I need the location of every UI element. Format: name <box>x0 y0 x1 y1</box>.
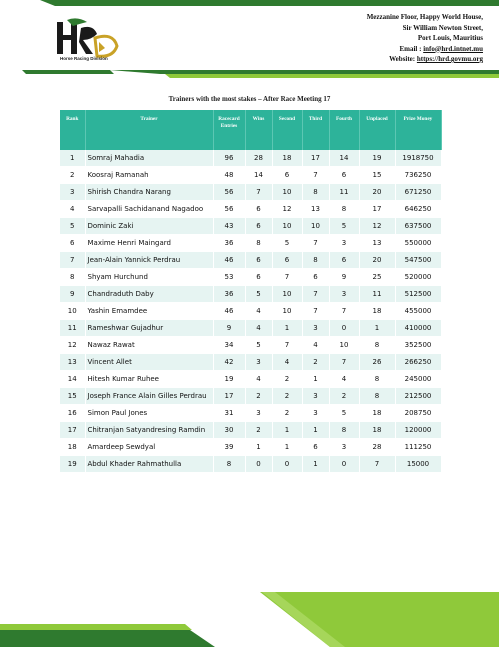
cell-rank: 19 <box>60 456 85 473</box>
cell-prize-money: 212500 <box>395 388 441 405</box>
cell-prize-money: 352500 <box>395 337 441 354</box>
cell-trainer: Shirish Chandra Narang <box>85 184 213 201</box>
cell-fourth: 8 <box>329 201 359 218</box>
cell-prize-money: 455000 <box>395 303 441 320</box>
cell-entries: 56 <box>213 184 245 201</box>
footer-dark-band <box>0 630 215 647</box>
cell-third: 10 <box>302 218 329 235</box>
cell-rank: 17 <box>60 422 85 439</box>
cell-unplaced: 25 <box>359 269 395 286</box>
col-header-third: Third <box>302 110 329 150</box>
cell-fourth: 5 <box>329 405 359 422</box>
col-header-fourth: Fourth <box>329 110 359 150</box>
website-line <box>367 54 483 65</box>
cell-second: 10 <box>272 303 302 320</box>
logo-subtitle: Horse Racing Division <box>60 56 108 61</box>
cell-second: 6 <box>272 252 302 269</box>
cell-unplaced: 12 <box>359 218 395 235</box>
cell-unplaced: 13 <box>359 235 395 252</box>
cell-wins: 3 <box>245 354 272 371</box>
col-header-unplaced: Unplaced <box>359 110 395 150</box>
cell-rank: 18 <box>60 439 85 456</box>
cell-third: 13 <box>302 201 329 218</box>
cell-trainer: Sarvapalli Sachidanand Nagadoo <box>85 201 213 218</box>
cell-prize-money: 208750 <box>395 405 441 422</box>
cell-fourth: 14 <box>329 150 359 167</box>
table-row <box>60 252 441 269</box>
header-dark-stripe <box>40 0 499 6</box>
cell-second: 7 <box>272 337 302 354</box>
cell-rank: 13 <box>60 354 85 371</box>
footer-light-band <box>260 592 499 647</box>
cell-entries: 9 <box>213 320 245 337</box>
cell-second: 7 <box>272 269 302 286</box>
cell-entries: 39 <box>213 439 245 456</box>
cell-unplaced: 8 <box>359 337 395 354</box>
cell-prize-money: 520000 <box>395 269 441 286</box>
table-row <box>60 150 441 167</box>
cell-fourth: 0 <box>329 320 359 337</box>
cell-prize-money: 646250 <box>395 201 441 218</box>
cell-entries: 31 <box>213 405 245 422</box>
cell-entries: 36 <box>213 286 245 303</box>
cell-fourth: 3 <box>329 439 359 456</box>
cell-wins: 6 <box>245 201 272 218</box>
cell-unplaced: 7 <box>359 456 395 473</box>
cell-trainer: Maxime Henri Maingard <box>85 235 213 252</box>
cell-fourth: 11 <box>329 184 359 201</box>
cell-second: 6 <box>272 167 302 184</box>
cell-wins: 1 <box>245 439 272 456</box>
cell-wins: 4 <box>245 320 272 337</box>
cell-third: 4 <box>302 337 329 354</box>
cell-prize-money: 266250 <box>395 354 441 371</box>
email-line <box>367 44 483 55</box>
cell-third: 8 <box>302 252 329 269</box>
cell-trainer: Amardeep Sewdyal <box>85 439 213 456</box>
table-row <box>60 303 441 320</box>
cell-trainer: Yashin Emamdee <box>85 303 213 320</box>
cell-entries: 17 <box>213 388 245 405</box>
col-header-trainer: Trainer <box>85 110 213 150</box>
cell-wins: 8 <box>245 235 272 252</box>
cell-third: 17 <box>302 150 329 167</box>
cell-third: 6 <box>302 439 329 456</box>
cell-prize-money: 120000 <box>395 422 441 439</box>
cell-wins: 6 <box>245 218 272 235</box>
cell-unplaced: 28 <box>359 439 395 456</box>
cell-second: 18 <box>272 150 302 167</box>
header-dark-underline <box>110 70 499 74</box>
cell-prize-money: 637500 <box>395 218 441 235</box>
table-row <box>60 235 441 252</box>
cell-second: 2 <box>272 405 302 422</box>
col-header-rank: Rank <box>60 110 85 150</box>
cell-wins: 5 <box>245 337 272 354</box>
address-line-3: Port Louis, Mauritius <box>417 34 483 42</box>
cell-rank: 2 <box>60 167 85 184</box>
cell-fourth: 6 <box>329 167 359 184</box>
cell-fourth: 0 <box>329 456 359 473</box>
cell-third: 3 <box>302 405 329 422</box>
cell-trainer: Chitranjan Satyandresing Ramdin <box>85 422 213 439</box>
cell-entries: 46 <box>213 252 245 269</box>
col-header-prize-money: Prize Money <box>395 110 441 150</box>
cell-trainer: Vincent Allet <box>85 354 213 371</box>
cell-wins: 0 <box>245 456 272 473</box>
table-title: Trainers with the most stakes – After Race Meeting 17 <box>168 95 331 103</box>
table-row <box>60 269 441 286</box>
cell-unplaced: 20 <box>359 184 395 201</box>
cell-prize-money: 15000 <box>395 456 441 473</box>
cell-rank: 3 <box>60 184 85 201</box>
cell-third: 1 <box>302 456 329 473</box>
cell-fourth: 4 <box>329 371 359 388</box>
table-row <box>60 337 441 354</box>
cell-fourth: 3 <box>329 235 359 252</box>
cell-second: 5 <box>272 235 302 252</box>
website-label: Website: <box>389 55 417 63</box>
cell-unplaced: 17 <box>359 201 395 218</box>
email-label: Email : <box>399 44 424 53</box>
cell-rank: 12 <box>60 337 85 354</box>
footer-decoration <box>0 592 499 647</box>
cell-rank: 1 <box>60 150 85 167</box>
cell-entries: 42 <box>213 354 245 371</box>
cell-trainer: Koosraj Ramanah <box>85 167 213 184</box>
address-block <box>367 12 483 65</box>
trainers-table <box>60 110 442 473</box>
cell-third: 2 <box>302 354 329 371</box>
cell-trainer: Somraj Mahadia <box>85 150 213 167</box>
cell-third: 7 <box>302 303 329 320</box>
cell-entries: 48 <box>213 167 245 184</box>
cell-prize-money: 671250 <box>395 184 441 201</box>
cell-third: 3 <box>302 388 329 405</box>
cell-trainer: Joseph France Alain Gilles Perdrau <box>85 388 213 405</box>
col-header-entries: Racecard Entries <box>213 110 245 150</box>
cell-second: 10 <box>272 286 302 303</box>
cell-wins: 2 <box>245 422 272 439</box>
cell-third: 1 <box>302 371 329 388</box>
cell-fourth: 7 <box>329 303 359 320</box>
cell-wins: 4 <box>245 303 272 320</box>
cell-entries: 30 <box>213 422 245 439</box>
cell-wins: 5 <box>245 286 272 303</box>
cell-rank: 8 <box>60 269 85 286</box>
cell-entries: 53 <box>213 269 245 286</box>
table-row <box>60 456 441 473</box>
cell-second: 12 <box>272 201 302 218</box>
cell-wins: 14 <box>245 167 272 184</box>
table-row <box>60 184 441 201</box>
cell-unplaced: 15 <box>359 167 395 184</box>
col-header-wins: Wins <box>245 110 272 150</box>
header-light-stripe <box>165 74 499 78</box>
cell-entries: 8 <box>213 456 245 473</box>
table-header-row <box>60 110 441 150</box>
cell-rank: 11 <box>60 320 85 337</box>
website-link[interactable]: https://hrd.govmu.org <box>416 55 483 63</box>
cell-second: 1 <box>272 439 302 456</box>
cell-prize-money: 550000 <box>395 235 441 252</box>
cell-second: 10 <box>272 184 302 201</box>
cell-prize-money: 736250 <box>395 167 441 184</box>
table-row <box>60 354 441 371</box>
cell-prize-money: 410000 <box>395 320 441 337</box>
cell-entries: 36 <box>213 235 245 252</box>
table-row <box>60 286 441 303</box>
cell-unplaced: 26 <box>359 354 395 371</box>
cell-trainer: Simon Paul Jones <box>85 405 213 422</box>
cell-entries: 43 <box>213 218 245 235</box>
cell-entries: 56 <box>213 201 245 218</box>
cell-entries: 96 <box>213 150 245 167</box>
cell-third: 6 <box>302 269 329 286</box>
cell-unplaced: 18 <box>359 422 395 439</box>
table-row <box>60 167 441 184</box>
cell-unplaced: 18 <box>359 303 395 320</box>
cell-entries: 19 <box>213 371 245 388</box>
cell-prize-money: 512500 <box>395 286 441 303</box>
cell-entries: 34 <box>213 337 245 354</box>
email-link[interactable]: info@hrd.intnet.mu <box>423 44 483 53</box>
cell-trainer: Abdul Khader Rahmathulla <box>85 456 213 473</box>
cell-prize-money: 1918750 <box>395 150 441 167</box>
table-row <box>60 320 441 337</box>
cell-wins: 6 <box>245 269 272 286</box>
cell-rank: 5 <box>60 218 85 235</box>
cell-wins: 4 <box>245 371 272 388</box>
cell-trainer: Chandraduth Daby <box>85 286 213 303</box>
cell-wins: 6 <box>245 252 272 269</box>
cell-trainer: Dominic Zaki <box>85 218 213 235</box>
cell-trainer: Rameshwar Gujadhur <box>85 320 213 337</box>
cell-fourth: 6 <box>329 252 359 269</box>
cell-rank: 16 <box>60 405 85 422</box>
cell-third: 3 <box>302 320 329 337</box>
cell-unplaced: 20 <box>359 252 395 269</box>
cell-second: 2 <box>272 371 302 388</box>
cell-unplaced: 1 <box>359 320 395 337</box>
cell-rank: 15 <box>60 388 85 405</box>
cell-wins: 3 <box>245 405 272 422</box>
table-row <box>60 201 441 218</box>
table-row <box>60 405 441 422</box>
cell-rank: 10 <box>60 303 85 320</box>
cell-rank: 7 <box>60 252 85 269</box>
cell-prize-money: 245000 <box>395 371 441 388</box>
table-body <box>60 150 441 473</box>
cell-second: 4 <box>272 354 302 371</box>
cell-second: 2 <box>272 388 302 405</box>
address-line-2: Sir William Newton Street, <box>402 23 483 32</box>
cell-wins: 7 <box>245 184 272 201</box>
cell-third: 1 <box>302 422 329 439</box>
cell-trainer: Jean-Alain Yannick Perdrau <box>85 252 213 269</box>
cell-prize-money: 111250 <box>395 439 441 456</box>
address-line-1: Mezzanine Floor, Happy World House, <box>366 13 483 21</box>
cell-third: 8 <box>302 184 329 201</box>
cell-fourth: 2 <box>329 388 359 405</box>
cell-third: 7 <box>302 286 329 303</box>
cell-rank: 14 <box>60 371 85 388</box>
cell-third: 7 <box>302 167 329 184</box>
cell-second: 1 <box>272 320 302 337</box>
cell-unplaced: 18 <box>359 405 395 422</box>
cell-wins: 28 <box>245 150 272 167</box>
cell-rank: 6 <box>60 235 85 252</box>
cell-rank: 9 <box>60 286 85 303</box>
table-row <box>60 422 441 439</box>
table-row <box>60 218 441 235</box>
cell-trainer: Shyam Hurchund <box>85 269 213 286</box>
cell-rank: 4 <box>60 201 85 218</box>
cell-prize-money: 547500 <box>395 252 441 269</box>
table-row <box>60 439 441 456</box>
cell-trainer: Hitesh Kumar Ruhee <box>85 371 213 388</box>
cell-unplaced: 19 <box>359 150 395 167</box>
cell-unplaced: 8 <box>359 371 395 388</box>
cell-fourth: 3 <box>329 286 359 303</box>
cell-fourth: 5 <box>329 218 359 235</box>
table-row <box>60 371 441 388</box>
cell-unplaced: 11 <box>359 286 395 303</box>
cell-unplaced: 8 <box>359 388 395 405</box>
table-row <box>60 388 441 405</box>
cell-wins: 2 <box>245 388 272 405</box>
cell-trainer: Nawaz Rawat <box>85 337 213 354</box>
cell-entries: 46 <box>213 303 245 320</box>
cell-fourth: 8 <box>329 422 359 439</box>
cell-second: 10 <box>272 218 302 235</box>
cell-second: 1 <box>272 422 302 439</box>
col-header-second: Second <box>272 110 302 150</box>
cell-third: 7 <box>302 235 329 252</box>
cell-fourth: 10 <box>329 337 359 354</box>
cell-second: 0 <box>272 456 302 473</box>
cell-fourth: 7 <box>329 354 359 371</box>
cell-fourth: 9 <box>329 269 359 286</box>
